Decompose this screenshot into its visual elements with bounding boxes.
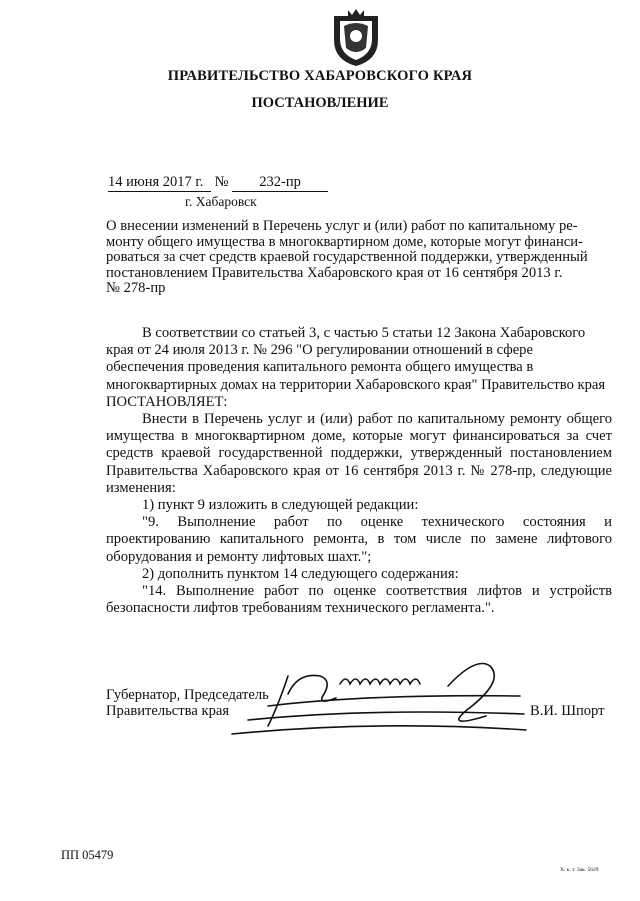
- title-line: № 278-пр: [106, 280, 166, 297]
- title-line: роваться за счет средств краевой государственной поддержки, утвержденный: [106, 249, 588, 266]
- title-line: монту общего имущества в многоквартирном доме, которые могут финанси-: [106, 233, 583, 250]
- handwritten-signature-icon: [228, 636, 528, 748]
- document-number: 232-пр: [232, 174, 328, 192]
- document-code: ПП 05479: [61, 848, 114, 862]
- coat-of-arms-icon: [330, 6, 382, 68]
- title-line: О внесении изменений в Перечень услуг и (или) работ по капитальному ре-: [106, 218, 578, 234]
- title-line: постановлением Правительства Хабаровского края от 16 сентября 2013 г.: [106, 264, 563, 281]
- document-type: ПОСТАНОВЛЕНИЕ: [251, 95, 389, 111]
- signatory-name: В.И. Шпорт: [530, 703, 605, 719]
- body-paragraph: 2) дополнить пунктом 14 следующего содержания:: [142, 565, 459, 582]
- decree-word: ПОСТАНОВЛЯЕТ:: [106, 393, 228, 410]
- number-sign: №: [214, 174, 229, 190]
- body-paragraph: 1) пункт 9 изложить в следующей редакции:: [142, 497, 419, 514]
- body-paragraph: "14. Выполнение работ по оценке соответствия лифтов и устройств безопасности лифтов требованиям технического регламента.".: [106, 583, 612, 617]
- body-paragraph: "9. Выполнение работ по оценке технического состояния и проектированию капитального ремонта, в том числе по замене лифтового оборудования и ремонту лифтовых шахт.";: [106, 514, 612, 565]
- document-date: 14 июня 2017 г.: [108, 174, 211, 192]
- signatory-title-line: Губернатор, Председатель: [106, 687, 269, 703]
- document-city: г. Хабаровск: [185, 194, 257, 209]
- organization-name: ПРАВИТЕЛЬСТВО ХАБАРОВСКОГО КРАЯ: [167, 68, 473, 84]
- document-body: [106, 325, 612, 617]
- body-paragraph: Внести в Перечень услуг и (или) работ по капитальному ремонту общего имущества в многоквартирном доме, которые могут финансироваться за счет средств краевой государственной поддержки, утвержденный постановлением Правительства Хабаровского края от 16 сентября 2013 г. № 278-пр, следующие изменения:: [106, 411, 612, 496]
- date-number-line: [108, 174, 328, 192]
- document-title: [106, 219, 610, 297]
- preamble-paragraph: В соответствии со статьей 3, с частью 5 статьи 12 Закона Хабаровского края от 24 июля 2013 г. № 296 "О регулировании отношений в сфере обеспечения проведения капитального ремонта общего имущества в многоквартирных домах на территории Хабаровского края" Правительство края: [106, 325, 606, 393]
- print-mark: Х. к. т. Зак. 5629: [560, 867, 599, 873]
- signatory-title-line: Правительства края: [106, 702, 230, 719]
